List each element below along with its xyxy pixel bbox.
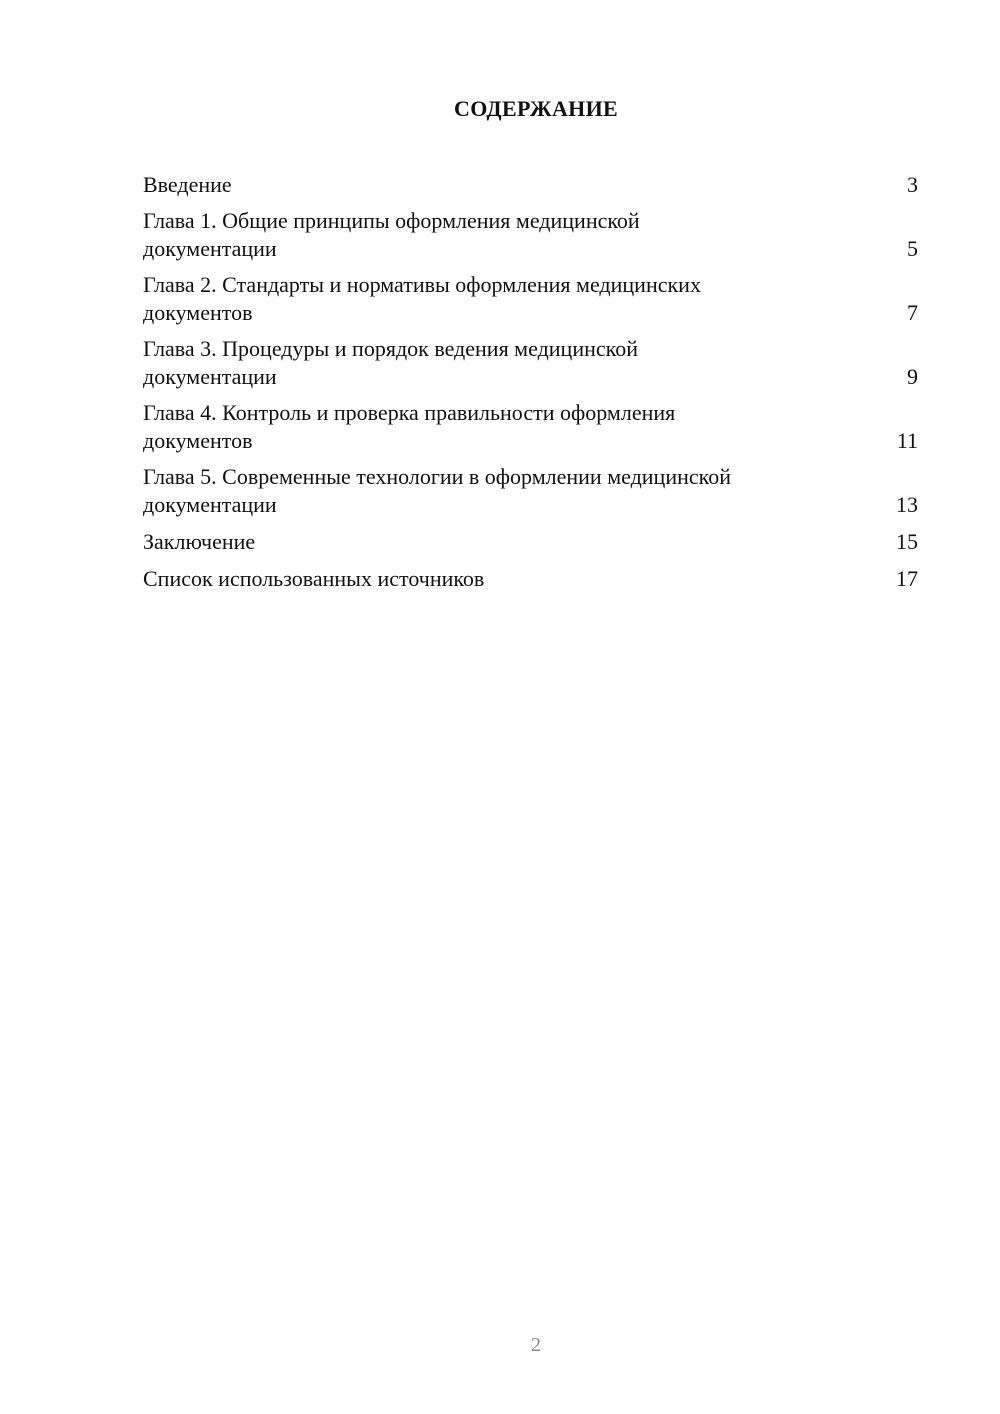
toc-entry-conclusion[interactable] [143,527,918,556]
toc-entry-chapter-4[interactable] [143,399,918,455]
toc-entry-page: 17 [896,566,918,591]
toc-entry-text [143,207,888,263]
toc-entry-line: Глава 4. Контроль и проверка правильности оформления [143,400,676,425]
toc-entry-page: 9 [907,364,918,389]
toc-entry-text [143,170,888,199]
toc-entry-line: Глава 1. Общие принципы оформления медицинской [143,208,640,233]
toc-entry-text [143,463,888,519]
toc-entry-chapter-1[interactable] [143,207,918,263]
toc-entry-line: Введение [143,172,232,197]
page-number: 2 [531,1334,541,1356]
toc-entry-line: Заключение [143,529,256,554]
toc-entry-line: документации [143,492,277,517]
toc-entry-page: 7 [907,300,918,325]
toc-entry-line: Список использованных источников [143,566,485,591]
toc-entry-line: документации [143,364,277,389]
toc-entry-page: 3 [907,172,918,197]
toc-entry-line: Глава 5. Современные технологии в оформлении медицинской [143,464,731,489]
toc-entry-page: 15 [896,529,918,554]
toc-entry-page: 13 [896,492,918,517]
toc-entry-introduction[interactable] [143,170,918,199]
toc-entry-line: Глава 3. Процедуры и порядок ведения медицинской [143,336,638,361]
page-title: СОДЕРЖАНИЕ [454,96,618,121]
toc-entry-chapter-3[interactable] [143,335,918,391]
toc-entry-text [143,335,888,391]
toc-entry-line: документов [143,428,253,453]
toc-entry-line: документов [143,300,253,325]
toc-entry-line: документации [143,236,277,261]
toc-entry-page: 5 [907,236,918,261]
toc-entry-chapter-2[interactable] [143,271,918,327]
toc-entry-text [143,399,888,455]
toc-entry-text [143,527,888,556]
table-of-contents [143,170,918,601]
toc-entry-references[interactable] [143,564,918,593]
toc-entry-line: Глава 2. Стандарты и нормативы оформления медицинских [143,272,701,297]
toc-entry-page: 11 [896,428,918,453]
toc-entry-text [143,564,888,593]
toc-entry-text [143,271,888,327]
toc-entry-chapter-5[interactable] [143,463,918,519]
